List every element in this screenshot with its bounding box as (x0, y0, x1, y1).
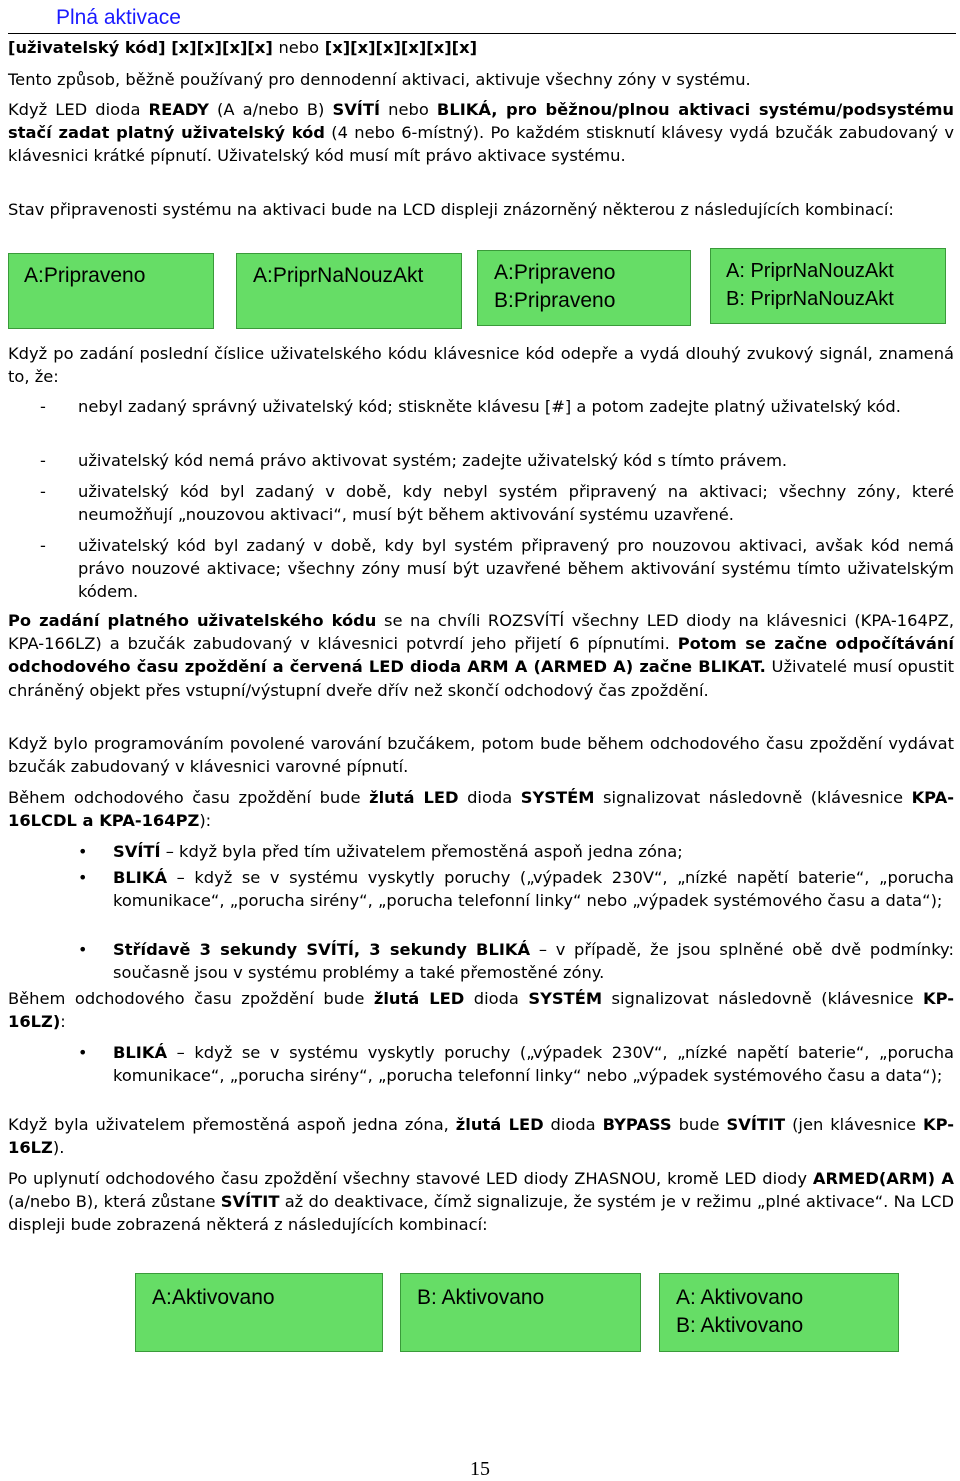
text-run: (A a/nebo B) (208, 100, 333, 119)
bullet-marker: • (78, 868, 88, 887)
lcd-line: A: Aktivovano (676, 1286, 804, 1309)
text-run: se na chvíli ROZSVÍTÍ všechny LED diody na klávesnici (KPA-164PZ, KPA-166LZ) a bzučák zabudovaný v klávesnici potvrdí jeho přijetí 6 pípnutími. (8, 611, 954, 654)
text-run: (4 nebo 6-místný). (324, 123, 485, 143)
lcd-line: B:Pripraveno (494, 289, 616, 312)
paragraph-bypass (8, 1113, 954, 1159)
text-run: Po každém stisknutí klávesy vydá bzučák zabudovaný v klávesnici krátké pípnutí. Uživatelský kód musí mít právo aktivace systému. (8, 123, 954, 166)
lcd-ready-box (236, 253, 462, 329)
paragraph-system-led-lcd (8, 786, 954, 832)
text-run: ): (199, 811, 212, 831)
text-run: dioda (543, 1115, 603, 1134)
code-format-line (8, 36, 954, 59)
text-run-bold: BLIKÁ (113, 1043, 168, 1062)
text-run-bold: SYSTÉM (528, 989, 603, 1008)
lcd-line: A:Aktivovano (152, 1286, 275, 1309)
text-run-bold: SVÍTIT (220, 1192, 280, 1212)
lcd-line: A: PriprNaNouzAkt (726, 260, 894, 282)
dash-item: nebyl zadaný správný uživatelský kód; stiskněte klávesu [#] a potom zadejte platný uživatelský kód. (78, 397, 901, 416)
text-run-bold: žlutá LED (455, 1115, 544, 1134)
paragraph-ready (8, 98, 954, 168)
text-run-bold: Po zadání platného uživatelského kódu (8, 611, 377, 630)
text-run: dioda (458, 788, 521, 807)
text-run: Uživatelé musí opustit chráněný objekt přes vstupní/výstupní dveře dřív než skončí odchodový čas zpoždění. (8, 657, 954, 700)
dash-marker: - (40, 397, 46, 416)
lcd-line: B: Aktivovano (676, 1314, 804, 1337)
text-run-bold: BYPASS (602, 1115, 672, 1134)
paragraph-armed (8, 1167, 954, 1237)
bullet-item (113, 1041, 954, 1087)
heading-rule (8, 33, 956, 34)
text-run: – v případě, že jsou splněné obě dvě podmínky: současně jsou v systému problémy a také přemostěné zóny. (113, 940, 954, 983)
paragraph-buzzer: Když bylo programováním povolené varování bzučákem, potom bude během odchodového času zpoždění vydávat bzučák zabudovaný v klávesnici varovné pípnutí. (8, 734, 954, 777)
text-run-bold: Střídavě 3 sekundy SVÍTÍ, 3 sekundy BLIKÁ (113, 940, 531, 959)
bullet-marker: • (78, 842, 88, 861)
dash-marker: - (40, 482, 46, 501)
text-run-bold: SVÍTÍ (332, 100, 381, 119)
lcd-line: A:Pripraveno (494, 261, 616, 284)
bullet-item (113, 938, 954, 984)
code-6-digit: [x][x][x][x][x][x] (324, 38, 478, 57)
page-number: 15 (470, 1458, 490, 1480)
text-run: signalizovat následovně (klávesnice (602, 989, 923, 1008)
dash-item: uživatelský kód byl zadaný v době, kdy nebyl systém připravený na aktivaci; všechny zóny, které neumožňují „nouzovou aktivaci“, musí být během aktivování systému uzavřené. (78, 482, 954, 525)
text-run-bold: ARMED(ARM) A (812, 1169, 955, 1188)
text-run: (jen klávesnice (785, 1115, 923, 1134)
text-run: (a/nebo B), která zůstane (8, 1192, 221, 1212)
bullet-marker: • (78, 940, 88, 959)
text-run: ). (52, 1138, 65, 1158)
bullet-item (113, 840, 954, 863)
text-run: – když byla před tím uživatelem přemostěná aspoň jedna zóna; (160, 842, 683, 861)
bullet-marker: • (78, 1043, 88, 1062)
text-run-bold: SYSTÉM (520, 788, 595, 807)
lcd-line: A:PriprNaNouzAkt (253, 264, 424, 287)
text-run-bold: BLIKÁ, pro běžnou/plnou aktivaci systému/podsystému stačí zadat platný uživatelský kód (8, 100, 955, 143)
text-run: nebo (380, 100, 437, 119)
text-run-bold: žlutá LED (369, 788, 459, 807)
lcd-ready-box (8, 253, 214, 329)
code-or: nebo (278, 38, 320, 57)
paragraph-system-led-kp (8, 987, 954, 1033)
text-run-bold: SVÍTÍ (113, 842, 161, 861)
dash-item: uživatelský kód nemá právo aktivovat systém; zadejte uživatelský kód s tímto právem. (78, 451, 788, 470)
paragraph-refused: Když po zadání poslední číslice uživatelského kódu klávesnice kód odepře a vydá dlouhý zvukový signál, znamená to, že: (8, 344, 954, 387)
text-run: signalizovat následovně (klávesnice (594, 788, 912, 807)
text-run-bold: Potom se začne odpočítávání odchodového času zpoždění a červená LED dioda ARM A (ARMED A) začne BLIKAT. (8, 634, 954, 677)
text-run-bold: BLIKÁ (113, 868, 168, 887)
text-run: Během odchodového času zpoždění bude (8, 788, 370, 807)
text-run-bold: KPA-16LCDL a KPA-164PZ (8, 788, 954, 831)
lcd-ready-box (710, 248, 946, 324)
text-run-bold: SVÍTIT (726, 1115, 786, 1134)
text-run-bold: KP-16LZ) (8, 989, 954, 1032)
lcd-line: B: Aktivovano (417, 1286, 545, 1309)
text-run: – když se v systému vyskytly poruchy („výpadek 230V“, „nízké napětí baterie“, „porucha komunikace“, „porucha sirény“, „porucha telefonní linky“ nebo „výpadek systémového času a data“); (113, 1043, 954, 1086)
dash-item: uživatelský kód byl zadaný v době, kdy byl systém připravený pro nouzovou aktivaci, avšak kód nemá právo nouzové aktivace; všechny zóny musí být uzavřené během aktivování systému tímto uživatelským kódem. (78, 536, 954, 602)
lcd-ready-box (477, 250, 691, 326)
text-run-bold: KP-16LZ (8, 1115, 955, 1158)
text-run: Během odchodového času zpoždění bude (8, 989, 374, 1008)
text-run: : (60, 1012, 66, 1032)
text-run: Po uplynutí odchodového času zpoždění všechny stavové LED diody ZHASNOU, kromě LED diody (8, 1169, 813, 1188)
paragraph-lcd-ready-intro: Stav připravenosti systému na aktivaci bude na LCD displeji znázorněný některou z následujících kombinací: (8, 200, 894, 219)
lcd-armed-box (135, 1273, 383, 1352)
lcd-line: A:Pripraveno (24, 264, 146, 287)
text-run-bold: READY (148, 100, 209, 119)
dash-marker: - (40, 451, 46, 470)
paragraph-intro: Tento způsob, běžně používaný pro dennodenní aktivaci, aktivuje všechny zóny v systému. (8, 70, 751, 89)
lcd-line: B: PriprNaNouzAkt (726, 288, 894, 310)
text-run: Když byla uživatelem přemostěná aspoň jedna zóna, (8, 1115, 456, 1134)
text-run: bude (671, 1115, 727, 1134)
section-heading: Plná aktivace (56, 6, 181, 29)
text-run: – když se v systému vyskytly poruchy („výpadek 230V“, „nízké napětí baterie“, „porucha komunikace“, „porucha sirény“, „porucha telefonní linky“ nebo „výpadek systémového času a data“); (113, 868, 954, 911)
dash-marker: - (40, 536, 46, 555)
text-run: dioda (464, 989, 529, 1008)
paragraph-exit-delay (8, 609, 954, 702)
lcd-armed-box (659, 1273, 899, 1352)
bullet-item (113, 866, 954, 912)
text-run-bold: žlutá LED (373, 989, 465, 1008)
code-4-digit: [uživatelský kód] [x][x][x][x] (8, 38, 273, 57)
text-run: Když LED dioda (8, 100, 149, 119)
text-run: až do deaktivace, čímž signalizuje, že systém je v režimu „plné aktivace“. Na LCD displeji bude zobrazená některá z následujících kombinací: (8, 1192, 955, 1235)
lcd-armed-box (400, 1273, 641, 1352)
